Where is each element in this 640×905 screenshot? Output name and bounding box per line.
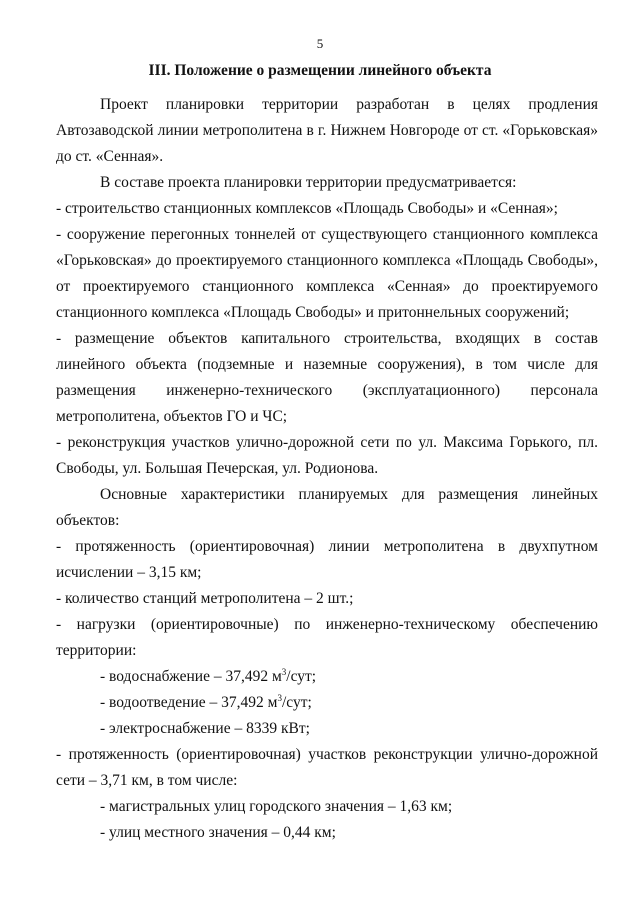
superscript: 3 (281, 666, 287, 677)
sub-list-item: - водоснабжение – 37,492 $м^3$/сут; (100, 666, 317, 685)
list-item: - нагрузки (ориентировочные) по инженерно-техническому обеспечению территории: (56, 616, 598, 659)
list-item: - количество станций метрополитена – 2 шт.; (56, 590, 354, 607)
section-title: III. Положение о размещении линейного объекта (148, 62, 492, 79)
list-item: - размещение объектов капитального строительства, входящих в состав линейного объекта (подземные и наземные сооружения), в том числе для размещения инженерно-технического (эксплуатационного) персонала метрополитена, объектов ГО и ЧС; (56, 330, 598, 425)
page-number: 5 (316, 36, 324, 51)
list-item: - протяженность (ориентировочная) участков реконструкции улично-дорожной сети – 3,71 км, в том числе: (56, 746, 598, 789)
superscript: 3 (277, 692, 282, 703)
document-body (56, 92, 598, 846)
scope-paragraph: В составе проекта планировки территории предусматривается: (100, 174, 517, 191)
list-item: - строительство станционных комплексов «Площадь Свободы» и «Сенная»; (56, 200, 558, 217)
sub-list-item: - водоотведение – 37,492 $м^3$/сут; (100, 692, 312, 711)
list-item: - реконструкция участков улично-дорожной сети по ул. Максима Горького, пл. Свободы, ул. Большая Печерская, ул. Родионова. (56, 434, 598, 477)
sub-list-item: - магистральных улиц городского значения – 1,63 км; (100, 798, 453, 815)
list-item: - протяженность (ориентировочная) линии метрополитена в двухпутном исчислении – 3,15 км; (56, 538, 598, 581)
characteristics-paragraph: Основные характеристики планируемых для размещения линейных объектов: (56, 486, 598, 529)
sub-list-item: - улиц местного значения – 0,44 км; (100, 824, 336, 841)
sub-list-item: - электроснабжение – 8339 кВт; (100, 720, 310, 737)
list-item: - сооружение перегонных тоннелей от существующего станционного комплекса «Горьковская» до проектируемого станционного комплекса «Площадь Свободы», от проектируемого станционного комплекса «Сенная» до проектируемого станционного комплекса «Площадь Свободы» и притоннельных сооружений; (56, 226, 598, 321)
intro-paragraph: Проект планировки территории разработан в целях продления Автозаводской линии метрополитена в г. Нижнем Новгороде от ст. «Горьковская» до ст. «Сенная». (56, 96, 598, 165)
